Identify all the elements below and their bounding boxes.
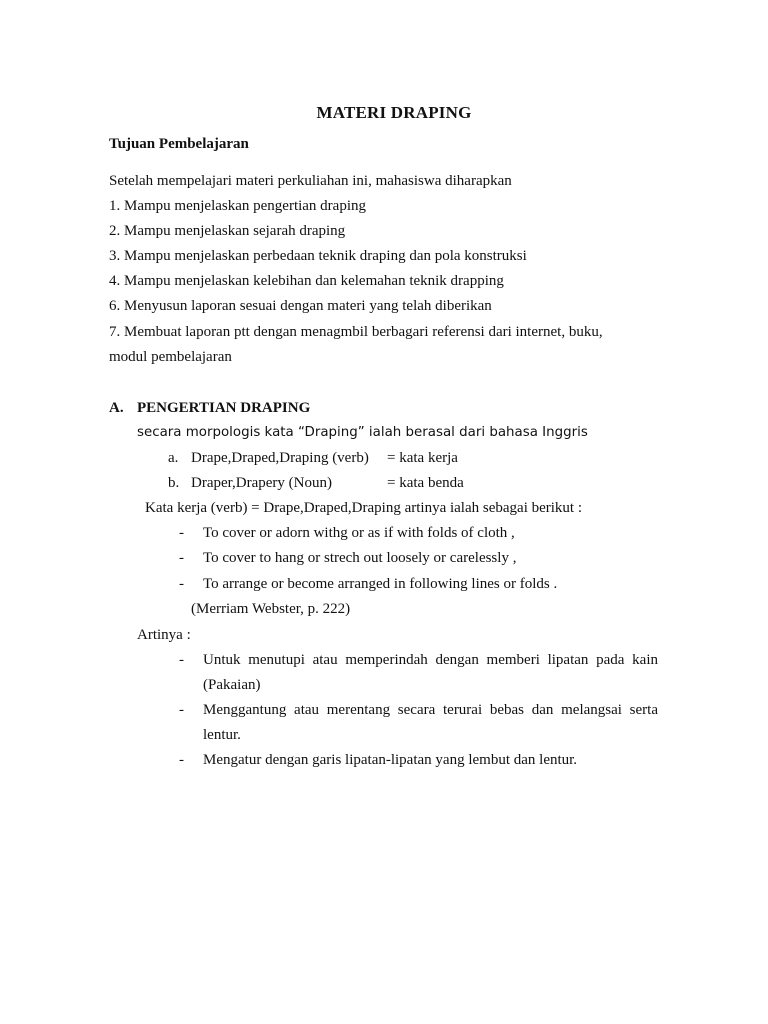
objectives-heading: Tujuan Pembelajaran [109,136,249,152]
objective-item: 2. Mampu menjelaskan sejarah draping [109,223,346,239]
word-form-marker: a. [168,450,179,466]
meaning-line: Menggantung atau merentang secara terurai bebas dan melangsai serta [203,702,658,718]
citation: (Merriam Webster, p. 222) [191,601,351,617]
objective-item: 7. Membuat laporan ptt dengan menagmbil berbagari referensi dari internet, buku, [109,324,603,340]
meaning-line-continuation: lentur. [203,727,241,743]
english-definition: To cover or adorn withg or as if with folds of cloth , [203,525,515,541]
section-a-marker: A. [109,400,124,416]
objective-item: 3. Mampu menjelaskan perbedaan teknik draping dan pola konstruksi [109,248,527,264]
list-dash: - [179,652,184,668]
english-definition: To cover to hang or strech out loosely or carelessly , [203,550,517,566]
verb-definition-line: Kata kerja (verb) = Drape,Draped,Draping artinya ialah sebagai berikut : [145,500,583,516]
meaning-line-continuation: (Pakaian) [203,677,261,693]
list-dash: - [179,525,184,541]
meaning-line: Untuk menutupi atau memperindah dengan memberi lipatan pada kain [203,652,658,668]
word-form-meaning: = kata benda [387,475,464,491]
page-title: MATERI DRAPING [316,103,472,122]
word-form-marker: b. [168,475,180,491]
objective-item: 4. Mampu menjelaskan kelebihan dan kelemahan teknik drapping [109,273,504,289]
section-a-intro: secara morpologis kata “Draping” ialah berasal dari bahasa Inggris [137,425,588,440]
english-definition: To arrange or become arranged in following lines or folds . [203,576,558,592]
list-dash: - [179,576,184,592]
objective-item-continuation: modul pembelajaran [109,349,232,365]
artinya-label: Artinya : [137,627,191,643]
word-form-meaning: = kata kerja [387,450,458,466]
list-dash: - [179,550,184,566]
list-dash: - [179,752,184,768]
list-dash: - [179,702,184,718]
objective-item: 1. Mampu menjelaskan pengertian draping [109,198,367,214]
word-form-term: Drape,Draped,Draping (verb) [191,450,369,466]
word-form-term: Draper,Drapery (Noun) [191,475,332,491]
meaning-line: Mengatur dengan garis lipatan-lipatan yang lembut dan lentur. [203,752,578,768]
objectives-intro: Setelah mempelajari materi perkuliahan ini, mahasiswa diharapkan [109,173,512,189]
section-a-heading: PENGERTIAN DRAPING [137,400,311,416]
objective-item: 6. Menyusun laporan sesuai dengan materi yang telah diberikan [109,298,492,314]
